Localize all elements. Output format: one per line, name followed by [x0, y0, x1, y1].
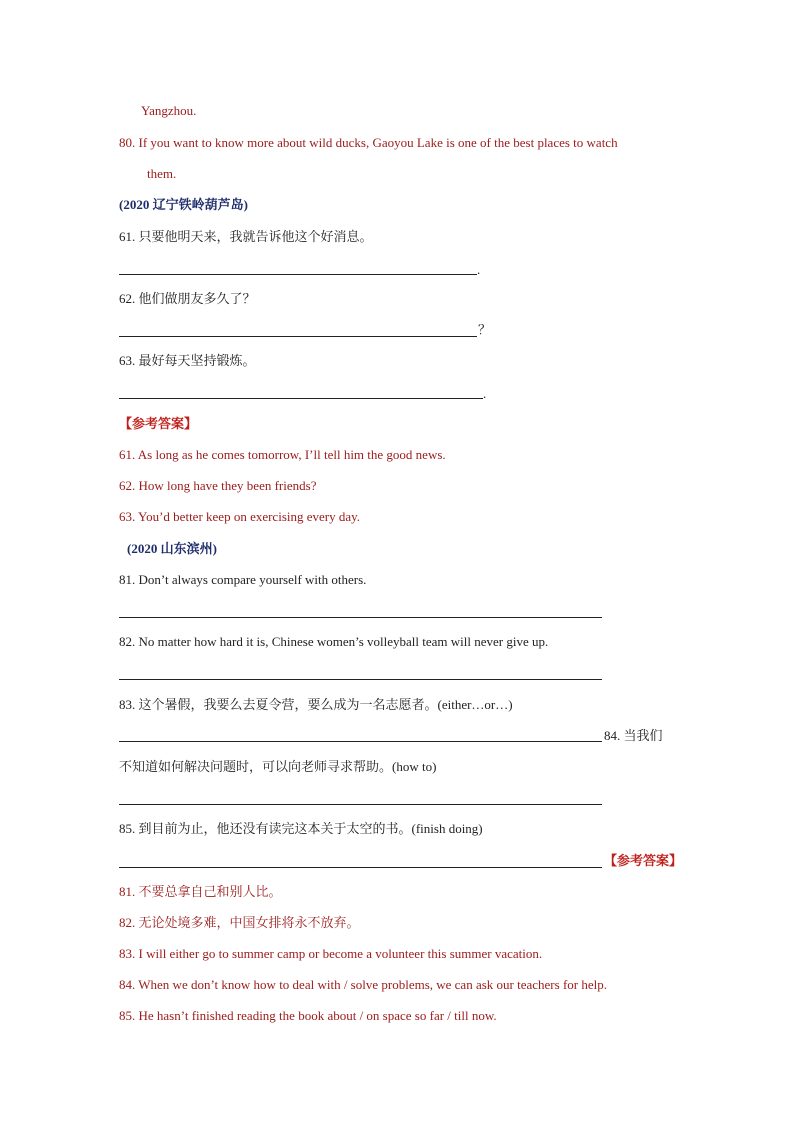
answer-line-84[interactable]: [119, 804, 602, 805]
question-85: 85. 到目前为止，他还没有读完这本关于太空的书。(finish doing): [119, 821, 483, 836]
question-83: 83. 这个暑假，我要么去夏令营，要么成为一名志愿者。(either…or…): [119, 697, 513, 712]
question-62: 62. 他们做朋友多久了？: [119, 291, 256, 306]
answer-key-label: 【参考答案】: [119, 416, 198, 431]
answer-83: 83. I will either go to summer camp or become a volunteer this summer vacation.: [119, 946, 543, 961]
question-80-line-2: them.: [147, 166, 177, 181]
answer-line-63[interactable]: [119, 398, 483, 399]
section-heading-liaoning: (2020 辽宁铁岭葫芦岛): [119, 197, 248, 212]
question-63: 63. 最好每天坚持锻炼。: [119, 353, 256, 368]
question-84-start: 84. 当我们: [604, 728, 663, 743]
answer-line-82[interactable]: [119, 679, 602, 680]
continued-text: Yangzhou.: [141, 103, 197, 118]
answer-line-62-end: ？: [478, 322, 492, 337]
question-81: 81. Don’t always compare yourself with others.: [119, 572, 367, 587]
answer-63: 63. You’d better keep on exercising every day.: [119, 509, 361, 524]
answer-84: 84. When we don’t know how to deal with / solve problems, we can ask our teachers for help.: [119, 977, 607, 992]
question-84-rest: 不知道如何解决问题时，可以向老师寻求帮助。(how to): [119, 759, 437, 774]
answer-line-61[interactable]: [119, 274, 477, 275]
answer-81: 81. 不要总拿自己和别人比。: [119, 884, 282, 899]
answer-82: 82. 无论处境多难，中国女排将永不放弃。: [119, 915, 360, 930]
question-61: 61. 只要他明天来，我就告诉他这个好消息。: [119, 229, 373, 244]
answer-key-label-2: 【参考答案】: [604, 853, 683, 868]
answer-85: 85. He hasn’t finished reading the book about / on space so far / till now.: [119, 1008, 497, 1023]
answer-line-85[interactable]: [119, 867, 602, 868]
answer-61: 61. As long as he comes tomorrow, I’ll tell him the good news.: [119, 447, 446, 462]
answer-line-63-end: .: [483, 386, 487, 401]
answer-line-81[interactable]: [119, 617, 602, 618]
question-82: 82. No matter how hard it is, Chinese women’s volleyball team will never give up.: [119, 634, 549, 649]
question-80-line-1: 80. If you want to know more about wild ducks, Gaoyou Lake is one of the best places to watch: [119, 135, 618, 150]
answer-line-62[interactable]: [119, 336, 477, 337]
answer-line-61-end: .: [477, 262, 481, 277]
answer-62: 62. How long have they been friends?: [119, 478, 317, 493]
section-heading-shandong: (2020 山东滨州): [127, 541, 217, 556]
answer-line-83[interactable]: [119, 741, 602, 742]
